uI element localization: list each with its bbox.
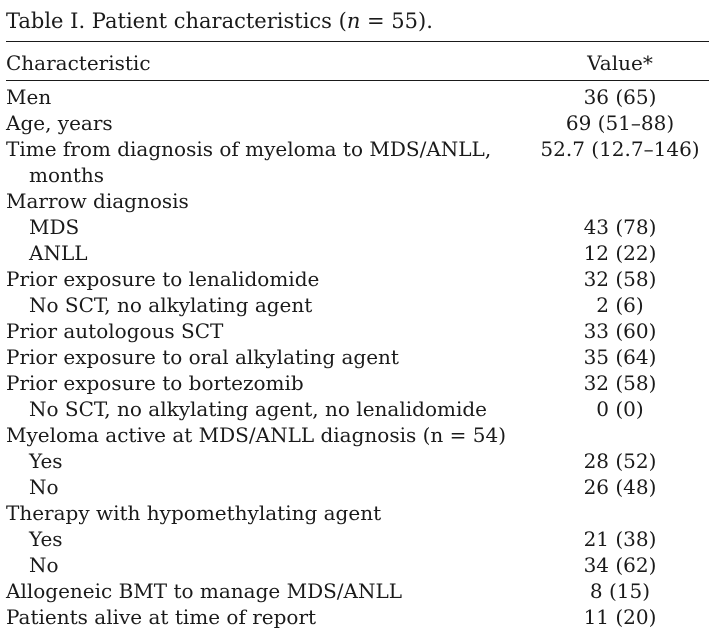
caption-suffix: = 55). [360, 9, 433, 33]
row-label: No SCT, no alkylating agent [29, 293, 313, 317]
row-label: ANLL [29, 241, 88, 265]
row-value: 8 (15) [589, 579, 651, 603]
table-row [0, 552, 711, 578]
table-header-row [0, 49, 711, 77]
row-label: Therapy with hypomethylating agent [6, 501, 382, 525]
row-value: 35 (64) [583, 345, 657, 369]
row-value: 11 (20) [583, 605, 657, 629]
row-label: months [29, 163, 105, 187]
table-row [0, 266, 711, 292]
row-label: No SCT, no alkylating agent, no lenalidomide [29, 397, 487, 421]
row-label: MDS [29, 215, 80, 239]
row-value: 26 (48) [583, 475, 657, 499]
row-label: Patients alive at time of report [6, 605, 317, 629]
row-value: 2 (6) [596, 293, 644, 317]
row-value: 34 (62) [583, 553, 657, 577]
table-row [0, 214, 711, 240]
row-value: 12 (22) [583, 241, 657, 265]
row-label: Prior exposure to lenalidomide [6, 267, 320, 291]
table-row [0, 448, 711, 474]
row-label: Age, years [6, 111, 113, 135]
row-value: 43 (78) [583, 215, 657, 239]
caption-n-variable: n [346, 9, 361, 33]
row-value: 28 (52) [583, 449, 657, 473]
table-row [0, 526, 711, 552]
row-value: 21 (38) [583, 527, 657, 551]
table-row [0, 318, 711, 344]
row-label: Prior autologous SCT [6, 319, 224, 343]
row-value: 52.7 (12.7–146) [540, 137, 700, 161]
row-label: No [29, 553, 59, 577]
row-label: No [29, 475, 59, 499]
table-row [0, 578, 711, 604]
table-row [0, 84, 711, 110]
row-value: 0 (0) [596, 397, 644, 421]
table-row [0, 474, 711, 500]
row-label: Prior exposure to oral alkylating agent [6, 345, 399, 369]
table-body [0, 84, 711, 630]
row-value: 69 (51–88) [565, 111, 675, 135]
table-row [0, 344, 711, 370]
row-label: Time from diagnosis of myeloma to MDS/ANLL, [6, 137, 492, 161]
table-row [0, 500, 711, 526]
table-row [0, 422, 711, 448]
row-value: 32 (58) [583, 267, 657, 291]
table-row [0, 110, 711, 136]
table-caption [6, 8, 433, 34]
row-value: 36 (65) [583, 85, 657, 109]
table-row [0, 188, 711, 214]
caption-prefix: Table I. Patient characteristics ( [6, 9, 347, 33]
table-row [0, 370, 711, 396]
top-rule [6, 41, 709, 42]
row-value: 32 (58) [583, 371, 657, 395]
table-row [0, 396, 711, 422]
header-characteristic: Characteristic [6, 51, 151, 75]
table-row [0, 292, 711, 318]
header-rule [6, 80, 709, 81]
row-label: Yes [29, 527, 63, 551]
row-label: Allogeneic BMT to manage MDS/ANLL [6, 579, 403, 603]
row-label: Prior exposure to bortezomib [6, 371, 304, 395]
table-row [0, 604, 711, 630]
row-label: Yes [29, 449, 63, 473]
table-row [0, 136, 711, 162]
row-label: Marrow diagnosis [6, 189, 189, 213]
row-value: 33 (60) [583, 319, 657, 343]
row-label: Myeloma active at MDS/ANLL diagnosis (n = 54) [6, 423, 507, 447]
table-row [0, 240, 711, 266]
row-label: Men [6, 85, 52, 109]
table-row [0, 162, 711, 188]
header-value: Value* [587, 51, 653, 75]
